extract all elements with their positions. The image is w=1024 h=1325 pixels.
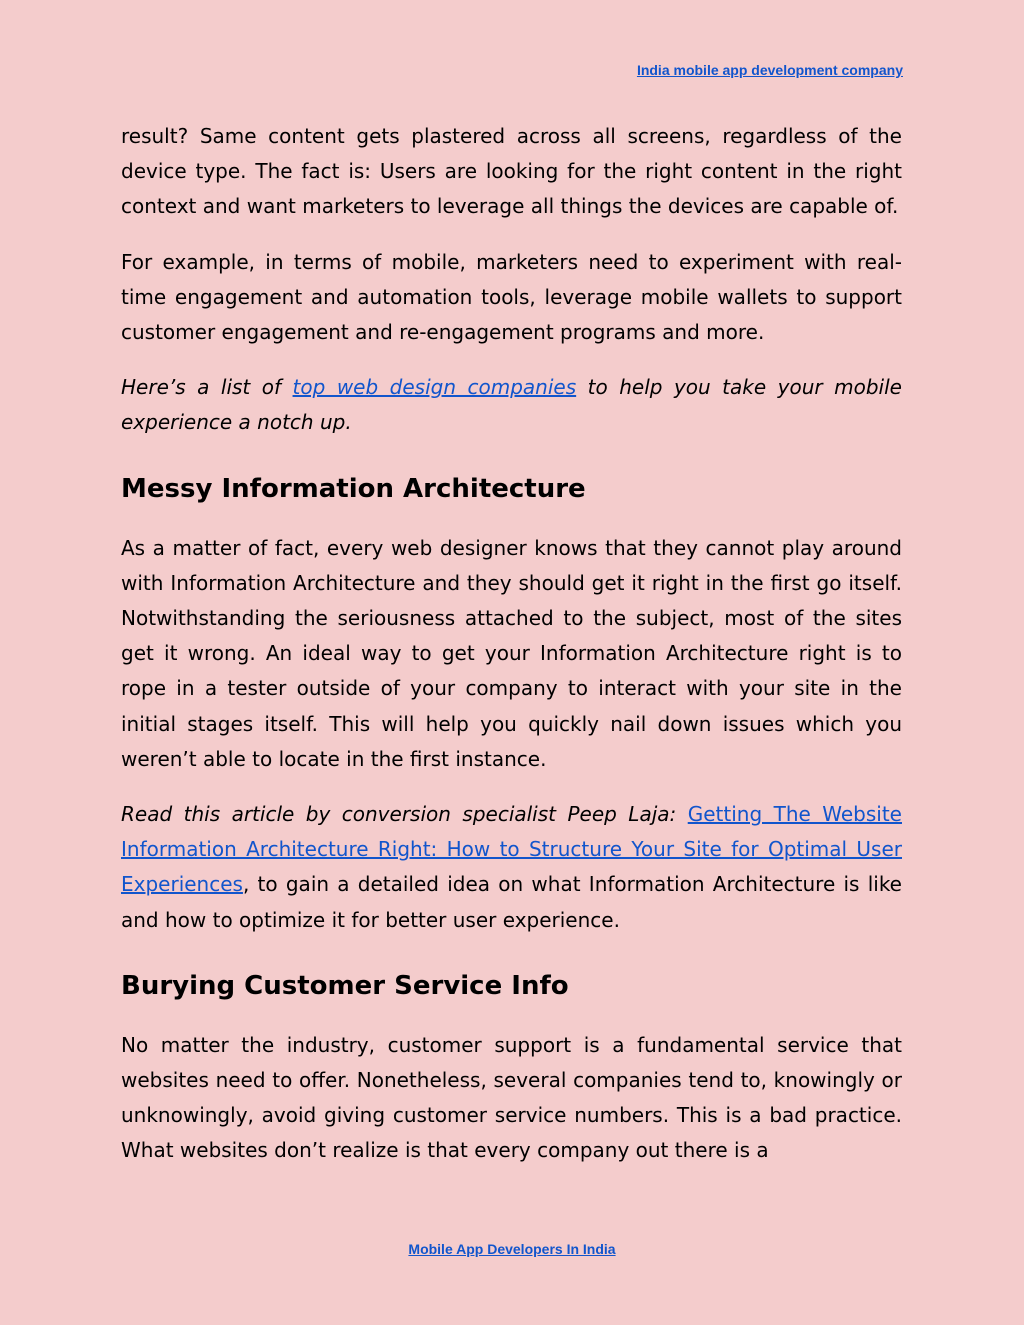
heading-burying-customer-service: Burying Customer Service Info	[121, 970, 569, 1001]
top-web-design-companies-link[interactable]: top web design companies	[292, 375, 577, 400]
footer-link[interactable]: Mobile App Developers In India	[408, 1241, 616, 1257]
paragraph-customer-service: No matter the industry, customer support is a fundamental service that websites need to offer. Nonetheless, several companies tend to, knowingly or unknowingly, avoid giving customer service numbers. This is a bad practice. What websites don’t realize is that every company out there is a	[121, 1032, 902, 1163]
article-link[interactable]: Getting The Website Information Architecture Right: How to Structure Your Site for Optimal User Experiences	[121, 802, 902, 897]
document-body	[121, 119, 902, 1169]
article-suffix: , to gain a detailed idea on what Information Architecture is like and how to optimize it for better user experience.	[121, 872, 902, 932]
footer	[0, 1241, 1024, 1257]
paragraph-companies-list	[121, 370, 902, 440]
header-link[interactable]: India mobile app development company	[636, 62, 903, 78]
paragraph-article	[121, 797, 902, 938]
paragraph-messy-ia: As a matter of fact, every web designer knows that they cannot play around with Information Architecture and they should get it right in the first go itself. Notwithstanding the seriousness attached to the subject, most of the sites get it wrong. An ideal way to get your Information Architecture right is to rope in a tester outside of your company to interact with your site in the initial stages itself. This will help you quickly nail down issues which you weren’t able to locate in the first instance.	[121, 535, 902, 771]
list-prefix: Here’s a list of	[121, 375, 293, 400]
paragraph-example: For example, in terms of mobile, marketers need to experiment with real-time engagement and automation tools, leverage mobile wallets to support customer engagement and re-engagement programs and more.	[121, 249, 902, 345]
article-prefix: Read this article by conversion specialist Peep Laja:	[121, 802, 688, 827]
list-suffix: to help you take your mobile experience a notch up.	[121, 375, 902, 435]
paragraph-result: result? Same content gets plastered across all screens, regardless of the device type. The fact is: Users are looking for the right content in the right context and want marketers to leverage all things the devices are capable of.	[121, 124, 902, 219]
heading-messy-information-architecture: Messy Information Architecture	[121, 473, 586, 504]
